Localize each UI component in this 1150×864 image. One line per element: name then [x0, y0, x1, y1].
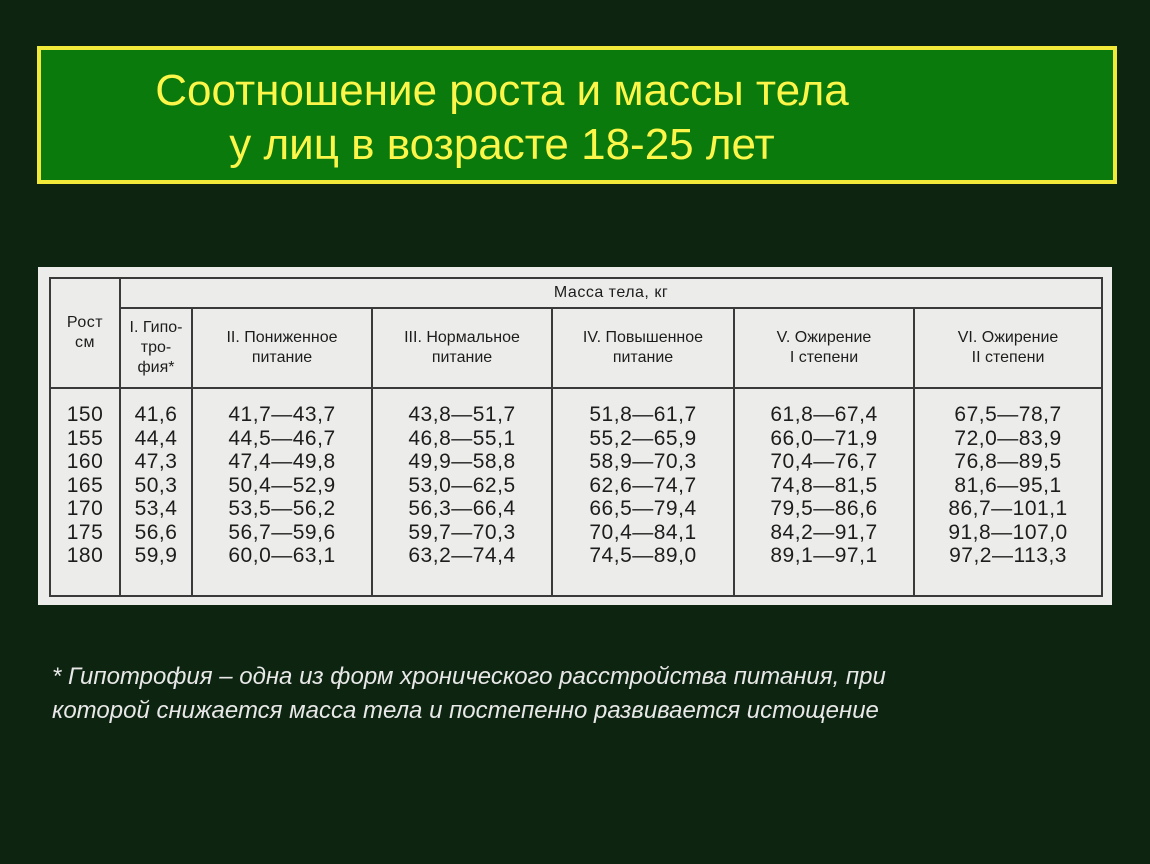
- obesity-2-column-cell: [914, 388, 1102, 596]
- obesity-1-column-cell: [734, 388, 914, 596]
- mass-range: 59,7—70,3: [408, 520, 516, 544]
- mass-range: 74,8—81,5: [770, 473, 878, 497]
- mass-range: 81,6—95,1: [954, 473, 1062, 497]
- height-header-line-2: см: [75, 334, 95, 351]
- mass-range: 46,8—55,1: [408, 426, 516, 450]
- mass-range: 61,8—67,4: [770, 403, 878, 426]
- footnote: [52, 660, 1112, 728]
- mass-value: 47,3: [134, 450, 178, 473]
- mass-range: 47,4—49,8: [228, 450, 336, 473]
- col-header-increased: [552, 308, 734, 388]
- height-value: 150: [66, 403, 104, 426]
- title-line-1: Соотношение роста и массы тела: [155, 66, 849, 115]
- mass-range: 86,7—101,1: [948, 497, 1068, 520]
- title-line-2: у лиц в возрасте 18-25 лет: [229, 120, 775, 169]
- col-header-line: II. Пониженное: [226, 329, 338, 346]
- height-value: 170: [66, 497, 104, 520]
- col-header-obesity-2: [914, 308, 1102, 388]
- col-header-reduced: [192, 308, 372, 388]
- mass-range: 97,2—113,3: [949, 544, 1067, 567]
- title-box: [37, 46, 1117, 184]
- mass-value: 50,3: [134, 473, 178, 497]
- mass-range: 56,7—59,6: [228, 520, 336, 544]
- mass-value: 56,6: [134, 520, 178, 544]
- height-value: 155: [66, 426, 104, 450]
- hypotrophy-column-cell: [120, 388, 192, 596]
- col-header-line: IV. Повышенное: [582, 329, 704, 346]
- col-header-line: питание: [251, 349, 313, 366]
- mass-value: 53,4: [134, 497, 178, 520]
- height-header-line-1: Рост: [66, 314, 104, 331]
- height-value: 175: [66, 520, 104, 544]
- increased-column-cell: [552, 388, 734, 596]
- mass-value: 41,6: [134, 403, 178, 426]
- mass-range: 51,8—61,7: [589, 403, 697, 426]
- mass-value: 59,9: [134, 544, 178, 567]
- mass-range: 41,7—43,7: [228, 403, 336, 426]
- col-header-line: тро-: [140, 339, 172, 356]
- mass-range: 58,9—70,3: [589, 450, 697, 473]
- col-header-line: питание: [431, 349, 493, 366]
- mass-range: 44,5—46,7: [228, 426, 336, 450]
- mass-range: 53,5—56,2: [228, 497, 336, 520]
- mass-range: 70,4—76,7: [770, 450, 878, 473]
- mass-range: 76,8—89,5: [954, 450, 1062, 473]
- col-header-line: I степени: [789, 349, 859, 366]
- mass-range: 67,5—78,7: [954, 403, 1062, 426]
- height-header: [50, 278, 120, 388]
- table-panel: [38, 267, 1112, 605]
- mass-range: 66,0—71,9: [770, 426, 878, 450]
- col-header-line: питание: [612, 349, 674, 366]
- height-value: 180: [66, 544, 104, 567]
- height-value: 165: [66, 473, 104, 497]
- footnote-line-2: которой снижается масса тела и постепенно развивается истощение: [52, 697, 879, 724]
- mass-range: 63,2—74,4: [408, 544, 516, 567]
- col-header-line: I. Гипо-: [129, 319, 183, 336]
- col-header-hypotrophy: [120, 308, 192, 388]
- mass-range: 84,2—91,7: [770, 520, 878, 544]
- footnote-line-1: * Гипотрофия – одна из форм хронического расстройства питания, при: [52, 663, 886, 690]
- col-header-obesity-1: [734, 308, 914, 388]
- mass-range: 53,0—62,5: [408, 473, 516, 497]
- mass-range: 91,8—107,0: [948, 520, 1068, 544]
- mass-value: 44,4: [134, 426, 178, 450]
- mass-range: 62,6—74,7: [589, 473, 697, 497]
- height-weight-table: [49, 277, 1103, 597]
- mass-range: 60,0—63,1: [228, 544, 336, 567]
- col-header-line: фия*: [137, 359, 175, 376]
- body-mass-group-header: Масса тела, кг: [120, 278, 1102, 308]
- mass-range: 70,4—84,1: [589, 520, 697, 544]
- reduced-column-cell: [192, 388, 372, 596]
- col-header-normal: [372, 308, 552, 388]
- height-value: 160: [66, 450, 104, 473]
- mass-range: 55,2—65,9: [589, 426, 697, 450]
- mass-range: 66,5—79,4: [589, 497, 697, 520]
- height-column-cell: [50, 388, 120, 596]
- mass-range: 74,5—89,0: [589, 544, 697, 567]
- mass-range: 49,9—58,8: [408, 450, 516, 473]
- mass-range: 72,0—83,9: [954, 426, 1062, 450]
- mass-range: 89,1—97,1: [770, 544, 878, 567]
- col-header-line: V. Ожирение: [776, 329, 872, 346]
- mass-range: 56,3—66,4: [408, 497, 516, 520]
- mass-range: 43,8—51,7: [408, 403, 516, 426]
- col-header-line: III. Нормальное: [404, 329, 520, 346]
- normal-column-cell: [372, 388, 552, 596]
- col-header-line: VI. Ожирение: [957, 329, 1059, 346]
- mass-range: 79,5—86,6: [770, 497, 878, 520]
- col-header-line: II степени: [971, 349, 1045, 366]
- mass-range: 50,4—52,9: [228, 473, 336, 497]
